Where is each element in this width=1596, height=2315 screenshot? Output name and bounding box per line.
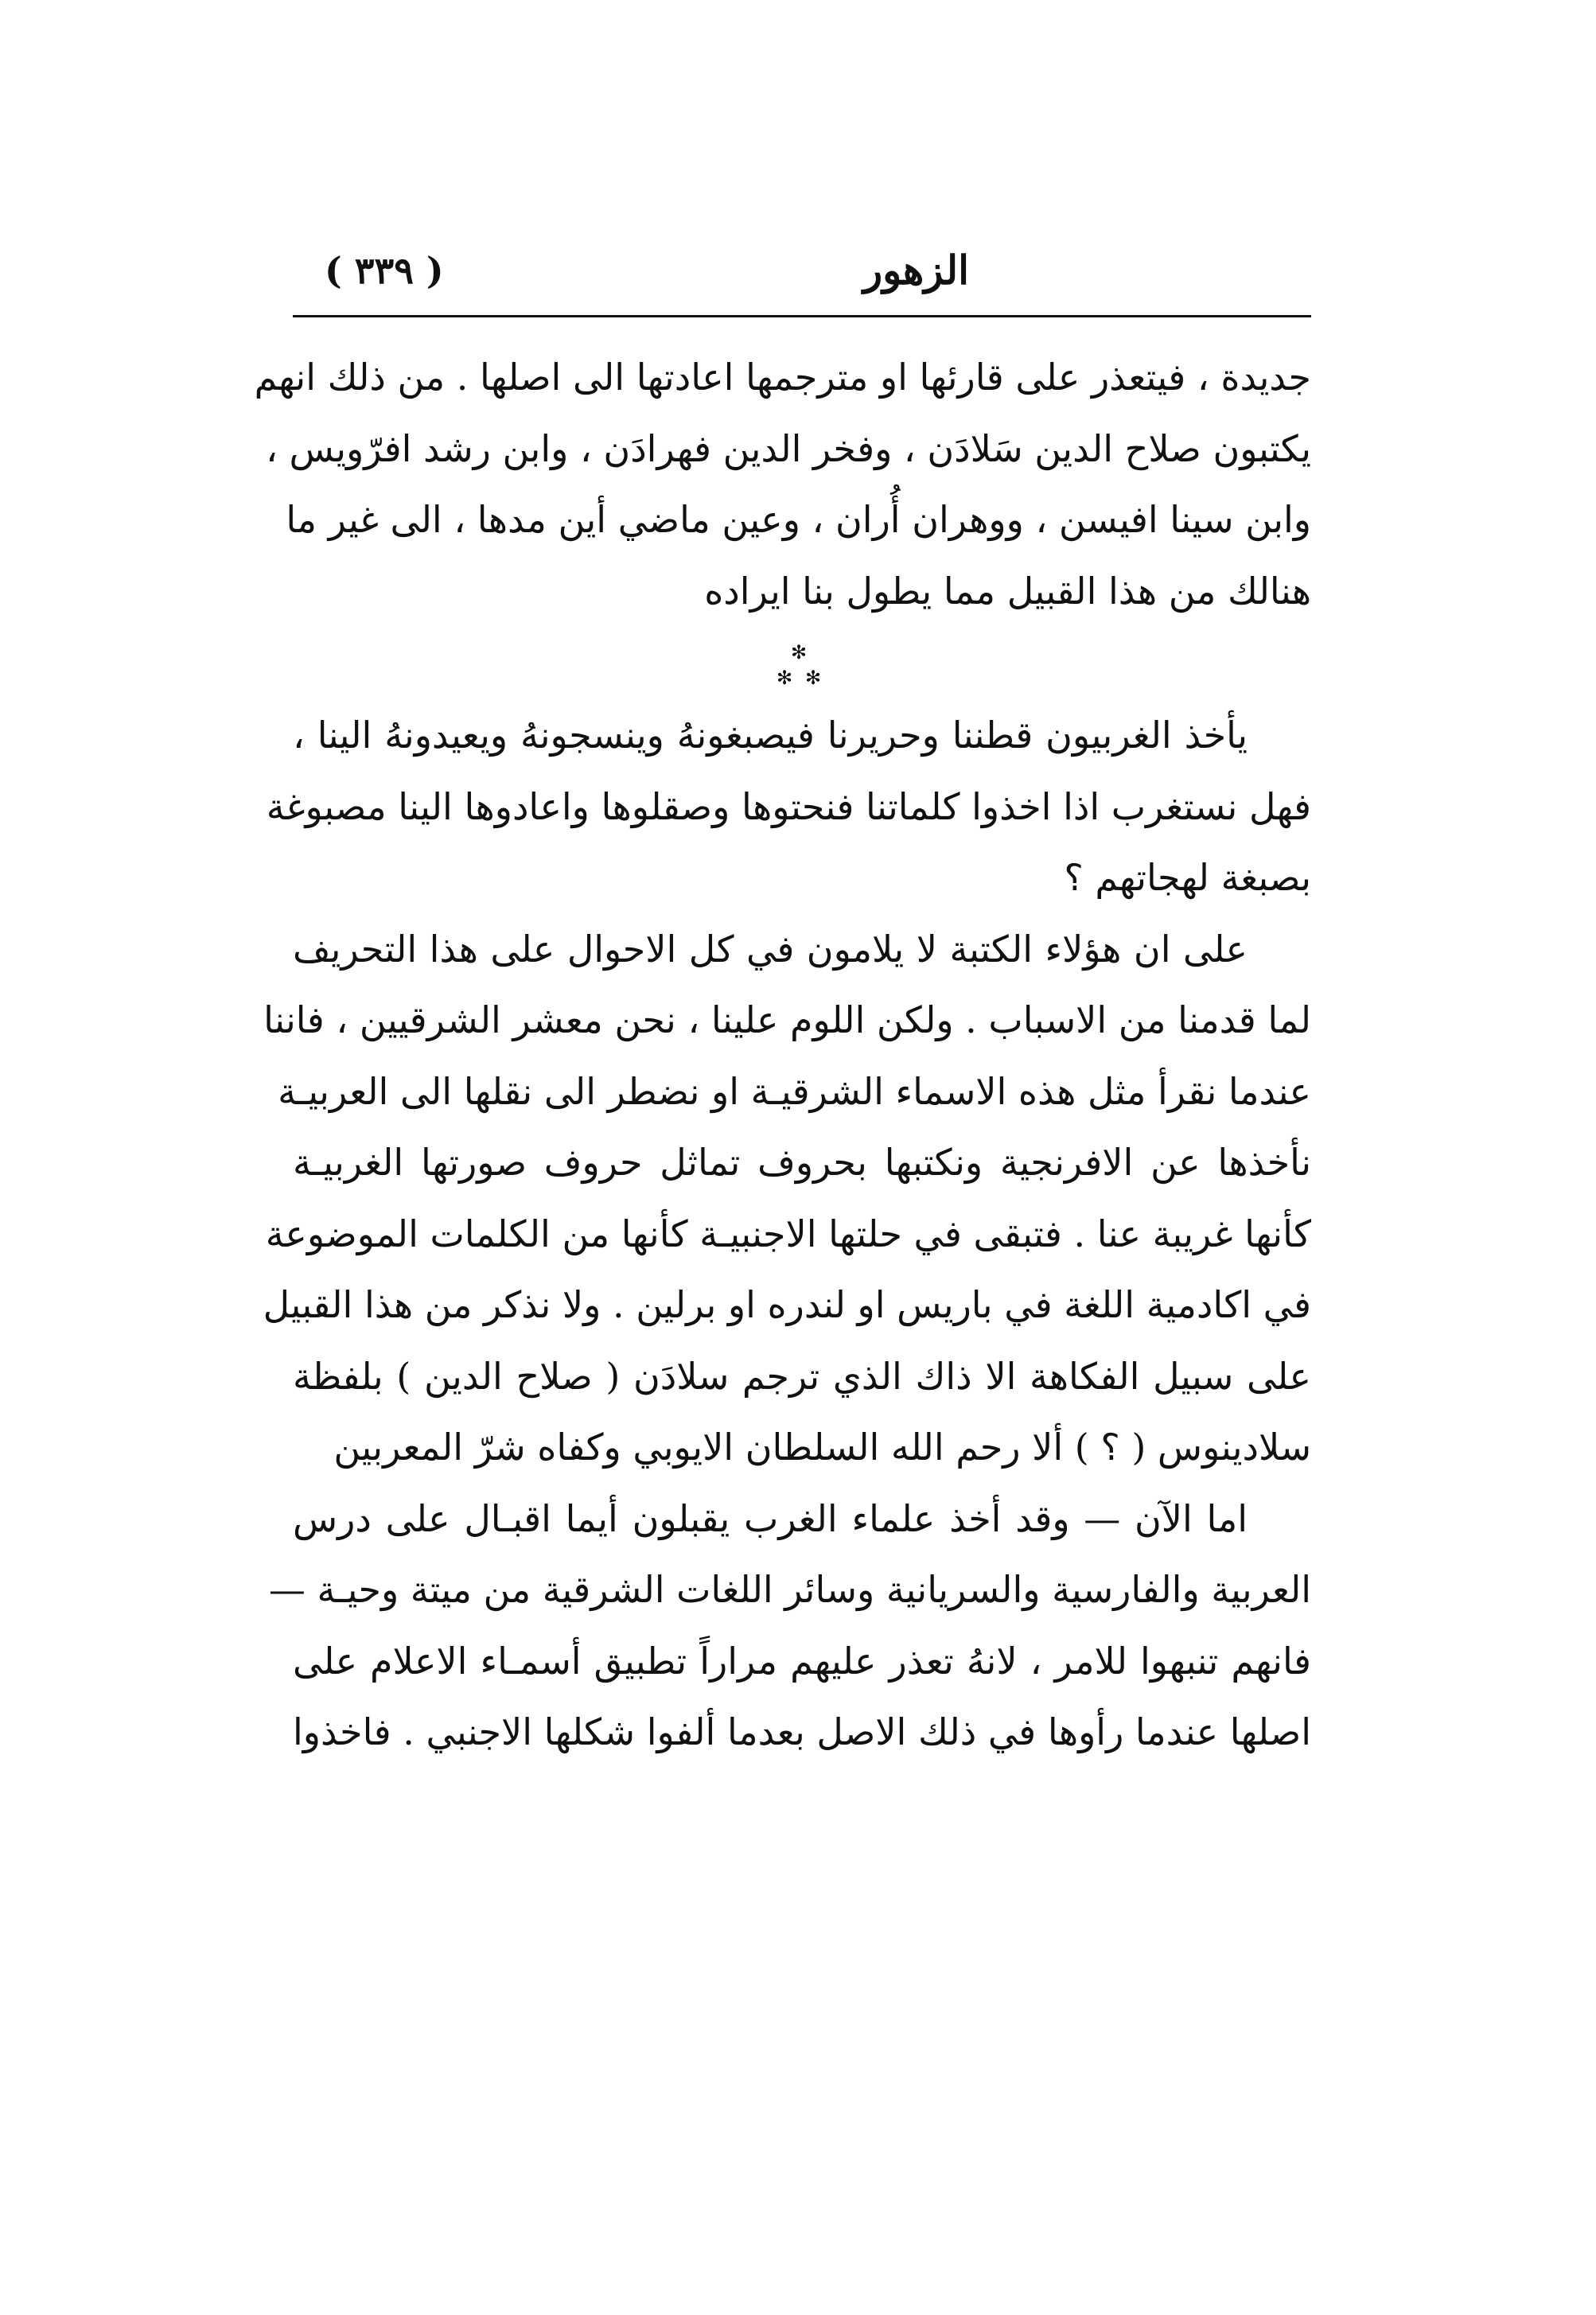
asterism-star-top: ✻ [791, 641, 808, 663]
text-line: يكتبون صلاح الدين سَلادَن ، وفخر الدين فهرادَن ، وابن رشد افرّويس ، [266, 426, 1311, 470]
running-title: الزهور [862, 247, 969, 294]
paragraph-3 [263, 914, 1311, 1484]
text-line: يأخذ الغربيون قطننا وحريرنا فيصبغونهُ وينسجونهُ ويعيدونهُ الينا ، [293, 714, 1248, 757]
text-line: سلادينوس ( ؟ ) ألا رحم الله السلطان الايوبي وكفاه شرّ المعربين [333, 1426, 1311, 1469]
asterism-star-right: ✻ [805, 667, 822, 689]
text-line: في اكادمية اللغة في باريس او لندره او برلين . ولا نذكر من هذا القبيل [263, 1283, 1311, 1326]
text-line: عندما نقرأ مثل هذه الاسماء الشرقيـة او نضطر الى نقلها الى العربيـة [278, 1069, 1311, 1113]
text-line: نأخذها عن الافرنجية ونكتبها بحروف تماثل حروف صورتها الغربيـة [293, 1141, 1311, 1184]
text-line: على سبيل الفكاهة الا ذاك الذي ترجم سلادَن ( صلاح الدين ) بلفظة [293, 1354, 1311, 1398]
page-header [293, 239, 1311, 302]
section-ornament [293, 627, 1311, 700]
paragraph-1 [254, 342, 1311, 627]
text-line: اما الآن — وقد أخذ علماء الغرب يقبلون أيما اقبـال على درس [293, 1496, 1248, 1540]
body-text [254, 342, 1311, 1768]
text-line: فانهم تنبهوا للامر ، لانهُ تعذر عليهم مراراً تطبيق أسمـاء الاعلام على [293, 1639, 1311, 1683]
text-line: اصلها عندما رأوها في ذلك الاصل بعدما ألفوا شكلها الاجنبي . فاخذوا [293, 1710, 1311, 1753]
text-line: لما قدمنا من الاسباب . ولكن اللوم علينا ، نحن معشر الشرقيين ، فاننا [263, 998, 1311, 1041]
text-line: وابن سينا افيسن ، ووهران أُران ، وعين ماضي أين مدها ، الى غير ما [286, 498, 1311, 541]
text-line: جديدة ، فيتعذر على قارئها او مترجمها اعادتها الى اصلها . من ذلك انهم [254, 356, 1311, 399]
page-number: ( ٣٣٩ ) [325, 249, 444, 292]
text-line: كأنها غريبة عنا . فتبقى في حلتها الاجنبيـة كأنها من الكلمات الموضوعة [265, 1212, 1311, 1255]
text-line: هنالك من هذا القبيل مما يطول بنا ايراده [704, 569, 1311, 613]
text-line: على ان هؤلاء الكتبة لا يلامون في كل الاحوال على هذا التحريف [293, 927, 1248, 971]
text-line: فهل نستغرب اذا اخذوا كلماتنا فنحتوها وصقلوها واعادوها الينا مصبوغة [266, 784, 1311, 828]
asterism-star-left: ✻ [777, 667, 793, 689]
text-line: العربية والفارسية والسريانية وسائر اللغات الشرقية من ميتة وحيـة — [268, 1568, 1311, 1611]
header-rule [293, 315, 1311, 317]
paragraph-4 [268, 1484, 1311, 1768]
text-line: بصبغة لهجاتهم ؟ [1064, 856, 1311, 899]
paragraph-2 [266, 700, 1311, 914]
